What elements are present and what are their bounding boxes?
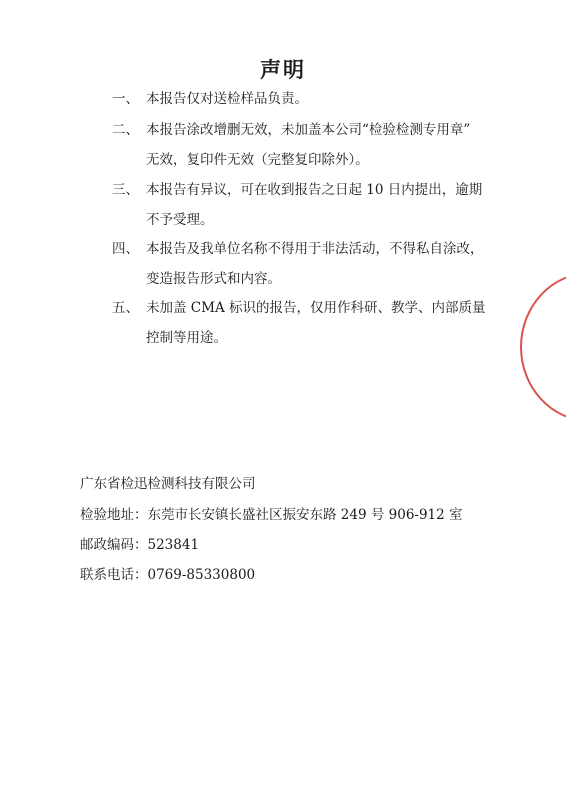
- lab-address: 检验地址：东莞市长安镇长盛社区振安东路 249 号 906-912 室: [80, 507, 463, 523]
- item-text-continued: 不予受理。: [146, 212, 214, 228]
- item-text-continued: 控制等用途。: [146, 330, 227, 346]
- item-number: 五、: [112, 300, 139, 316]
- official-seal: [520, 272, 566, 422]
- item-number: 四、: [112, 241, 139, 257]
- item-text-continued: 无效，复印件无效（完整复印除外）。: [146, 152, 369, 168]
- item-text: 本报告涂改增删无效，未加盖本公司“检验检测专用章”: [146, 122, 471, 138]
- item-text: 未加盖 CMA 标识的报告，仅用作科研、教学、内部质量: [146, 300, 486, 316]
- item-text: 本报告及我单位名称不得用于非法活动，不得私自涂改，: [146, 241, 484, 257]
- item-number: 三、: [112, 182, 139, 198]
- item-text: 本报告仅对送检样品负责。: [146, 91, 308, 107]
- page-title: 声明: [260, 57, 306, 82]
- phone-number: 联系电话：0769-85330800: [80, 567, 256, 583]
- item-text-continued: 变造报告形式和内容。: [146, 271, 281, 287]
- postal-code: 邮政编码：523841: [80, 537, 200, 553]
- item-number: 一、: [112, 91, 139, 107]
- item-text: 本报告有异议，可在收到报告之日起 10 日内提出，逾期: [146, 182, 483, 198]
- company-name: 广东省检迅检测科技有限公司: [80, 476, 256, 492]
- item-number: 二、: [112, 122, 139, 138]
